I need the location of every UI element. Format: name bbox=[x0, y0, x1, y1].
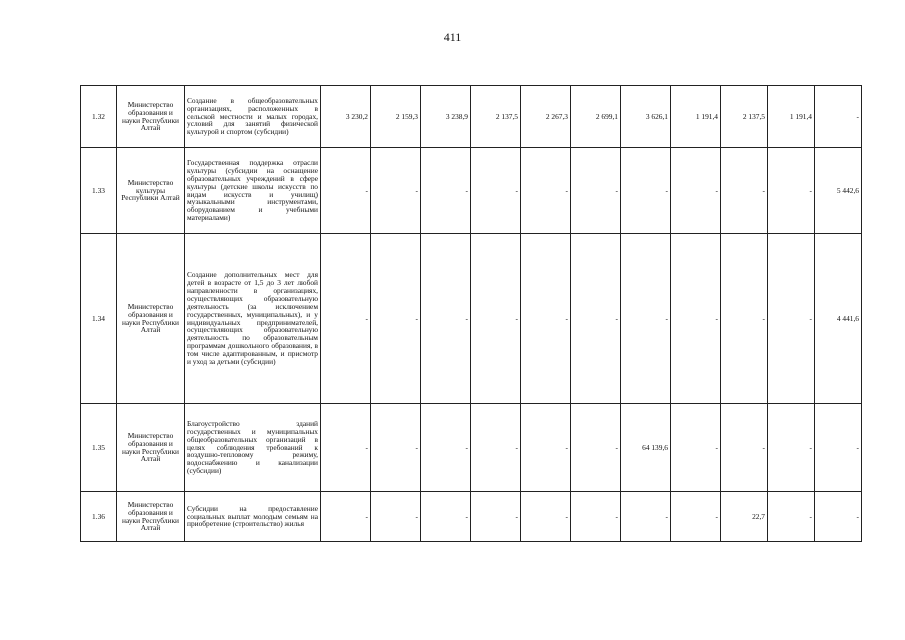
responsible-organization: Министерство образования и науки Республики Алтай bbox=[117, 492, 185, 542]
responsible-organization: Министерство образования и науки Республики Алтай bbox=[117, 404, 185, 492]
amount-cell: - bbox=[768, 404, 815, 492]
amount-cell: - bbox=[721, 234, 768, 404]
amount-cell: 2 137,5 bbox=[721, 86, 768, 148]
amount-cell: - bbox=[621, 148, 671, 234]
amount-cell: 3 238,9 bbox=[421, 86, 471, 148]
amount-cell: - bbox=[371, 492, 421, 542]
amount-cell: - bbox=[671, 148, 721, 234]
amount-cell: - bbox=[671, 492, 721, 542]
amount-cell: - bbox=[421, 234, 471, 404]
responsible-organization: Министерство образования и науки Республики Алтай bbox=[117, 234, 185, 404]
responsible-organization: Министерство образования и науки Республики Алтай bbox=[117, 86, 185, 148]
budget-table bbox=[80, 85, 862, 542]
amount-cell: - bbox=[421, 148, 471, 234]
amount-cell: - bbox=[471, 492, 521, 542]
amount-cell: - bbox=[421, 492, 471, 542]
amount-cell: - bbox=[371, 148, 421, 234]
amount-cell: - bbox=[521, 234, 571, 404]
amount-cell: 1 191,4 bbox=[671, 86, 721, 148]
amount-cell: - bbox=[421, 404, 471, 492]
responsible-organization: Министерство культуры Республики Алтай bbox=[117, 148, 185, 234]
amount-cell: 2 267,3 bbox=[521, 86, 571, 148]
table-body bbox=[81, 86, 862, 542]
amount-cell: - bbox=[371, 234, 421, 404]
amount-cell: - bbox=[321, 404, 371, 492]
amount-cell: 1 191,4 bbox=[768, 86, 815, 148]
amount-cell: - bbox=[815, 86, 862, 148]
amount-cell: 2 137,5 bbox=[471, 86, 521, 148]
measure-description: Субсидии на предоставление социальных выплат молодым семьям на приобретение (строительство) жилья bbox=[185, 492, 321, 542]
measure-description: Создание в общеобразовательных организациях, расположенных в сельской местности и малых городах, условий для занятий физической культурой и спортом (субсидии) bbox=[185, 86, 321, 148]
amount-cell: 3 230,2 bbox=[321, 86, 371, 148]
amount-cell: 3 626,1 bbox=[621, 86, 671, 148]
amount-cell: - bbox=[571, 492, 621, 542]
table-row bbox=[81, 404, 862, 492]
table-row bbox=[81, 86, 862, 148]
amount-cell: - bbox=[671, 234, 721, 404]
amount-cell: - bbox=[815, 404, 862, 492]
amount-cell: - bbox=[768, 148, 815, 234]
amount-cell: - bbox=[671, 404, 721, 492]
amount-cell: 2 159,3 bbox=[371, 86, 421, 148]
measure-description: Благоустройство зданий государственных и муниципальных общеобразовательных организаций в целях соблюдения требований к воздушно-тепловому режиму, водоснабжению и канализации (субсидии) bbox=[185, 404, 321, 492]
amount-cell: - bbox=[321, 234, 371, 404]
row-number: 1.36 bbox=[81, 492, 117, 542]
amount-cell: - bbox=[521, 148, 571, 234]
amount-cell: - bbox=[621, 234, 671, 404]
measure-description: Государственная поддержка отрасли культуры (субсидии на оснащение образовательных учреждений в сфере культуры (детские школы искусств по видам искусств и училищ) музыкальными инструментами, оборудованием и учебными материалами) bbox=[185, 148, 321, 234]
amount-cell: - bbox=[471, 404, 521, 492]
amount-cell: 2 699,1 bbox=[571, 86, 621, 148]
row-number: 1.32 bbox=[81, 86, 117, 148]
amount-cell: - bbox=[768, 234, 815, 404]
amount-cell: - bbox=[768, 492, 815, 542]
table-row bbox=[81, 234, 862, 404]
row-number: 1.34 bbox=[81, 234, 117, 404]
amount-cell: 4 441,6 bbox=[815, 234, 862, 404]
amount-cell: - bbox=[321, 492, 371, 542]
amount-cell: 5 442,6 bbox=[815, 148, 862, 234]
table-row bbox=[81, 492, 862, 542]
amount-cell: - bbox=[621, 492, 671, 542]
amount-cell: - bbox=[721, 148, 768, 234]
amount-cell: - bbox=[571, 234, 621, 404]
table-row bbox=[81, 148, 862, 234]
amount-cell: - bbox=[521, 492, 571, 542]
amount-cell: 22,7 bbox=[721, 492, 768, 542]
amount-cell: - bbox=[571, 148, 621, 234]
amount-cell: 64 139,6 bbox=[621, 404, 671, 492]
amount-cell: - bbox=[471, 148, 521, 234]
amount-cell: - bbox=[815, 492, 862, 542]
row-number: 1.35 bbox=[81, 404, 117, 492]
amount-cell: - bbox=[571, 404, 621, 492]
amount-cell: - bbox=[721, 404, 768, 492]
amount-cell: - bbox=[471, 234, 521, 404]
measure-description: Создание дополнительных мест для детей в возрасте от 1,5 до 3 лет любой направленности в организациях, осуществляющих образовательную деятельность (за исключением государственных, муниципальных), и у индивидуальных предпринимателей, осуществляющих образовательную деятельность по образовательным программам дошкольного образования, в том числе адаптированным, и присмотр и уход за детьми (субсидии) bbox=[185, 234, 321, 404]
amount-cell: - bbox=[521, 404, 571, 492]
row-number: 1.33 bbox=[81, 148, 117, 234]
amount-cell: - bbox=[321, 148, 371, 234]
page-number: 411 bbox=[443, 30, 462, 44]
amount-cell: - bbox=[371, 404, 421, 492]
